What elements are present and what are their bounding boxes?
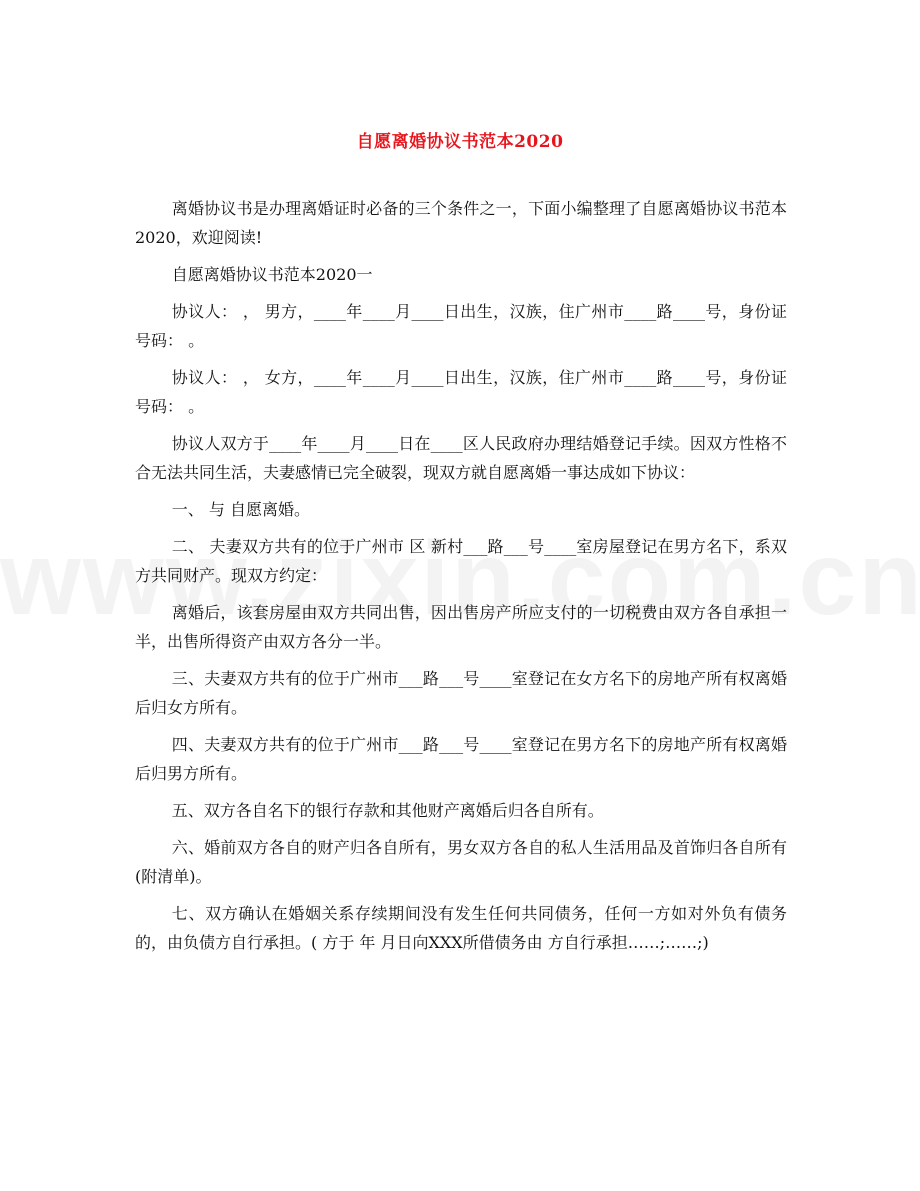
- paragraph-clause-5: 五、双方各自名下的银行存款和其他财产离婚后归各自所有。: [171, 801, 604, 820]
- paragraph-clause-7: 七、双方确认在婚姻关系存续期间没有发生任何共同债务，任何一方如对外负有债务的，由负债方自行承担。( 方于 年 月日向XXX所借债务由 方自行承担……;……;): [135, 904, 787, 952]
- document-body: [135, 194, 787, 965]
- paragraph-marriage-registration: 协议人双方于____年____月____日在____区人民政府办理结婚登记手续。因双方性格不合无法共同生活，夫妻感情已完全破裂，现双方就自愿离婚一事达成如下协议：: [135, 434, 787, 482]
- paragraph-clause-2: 二、 夫妻双方共有的位于广州市 区 新村___路___号____室房屋登记在男方名下，系双方共同财产。现双方约定：: [135, 537, 787, 585]
- paragraph-party-male: 协议人： ， 男方，____年____月____日出生，汉族，住广州市____路____号，身份证号码： 。: [135, 302, 787, 350]
- paragraph-clause-4: 四、夫妻双方共有的位于广州市___路___号____室登记在男方名下的房地产所有权离婚后归男方所有。: [135, 735, 787, 783]
- paragraph-party-female: 协议人： ， 女方，____年____月____日出生，汉族，住广州市____路____号，身份证号码： 。: [135, 368, 787, 416]
- paragraph-clause-1: 一、 与 自愿离婚。: [171, 500, 310, 519]
- paragraph-intro: 离婚协议书是办理离婚证时必备的三个条件之一，下面小编整理了自愿离婚协议书范本2020，欢迎阅读!: [135, 199, 787, 247]
- document-title: 自愿离婚协议书范本2020: [356, 132, 564, 152]
- paragraph-clause-3: 三、夫妻双方共有的位于广州市___路___号____室登记在女方名下的房地产所有权离婚后归女方所有。: [135, 669, 787, 717]
- paragraph-clause-2-detail: 离婚后，该套房屋由双方共同出售，因出售房产所应支付的一切税费由双方各自承担一半，出售所得资产由双方各分一半。: [135, 603, 787, 651]
- paragraph-clause-6: 六、婚前双方各自的财产归各自所有，男女双方各自的私人生活用品及首饰归各自所有(附清单)。: [135, 838, 787, 886]
- paragraph-section-heading: 自愿离婚协议书范本2020一: [171, 265, 373, 284]
